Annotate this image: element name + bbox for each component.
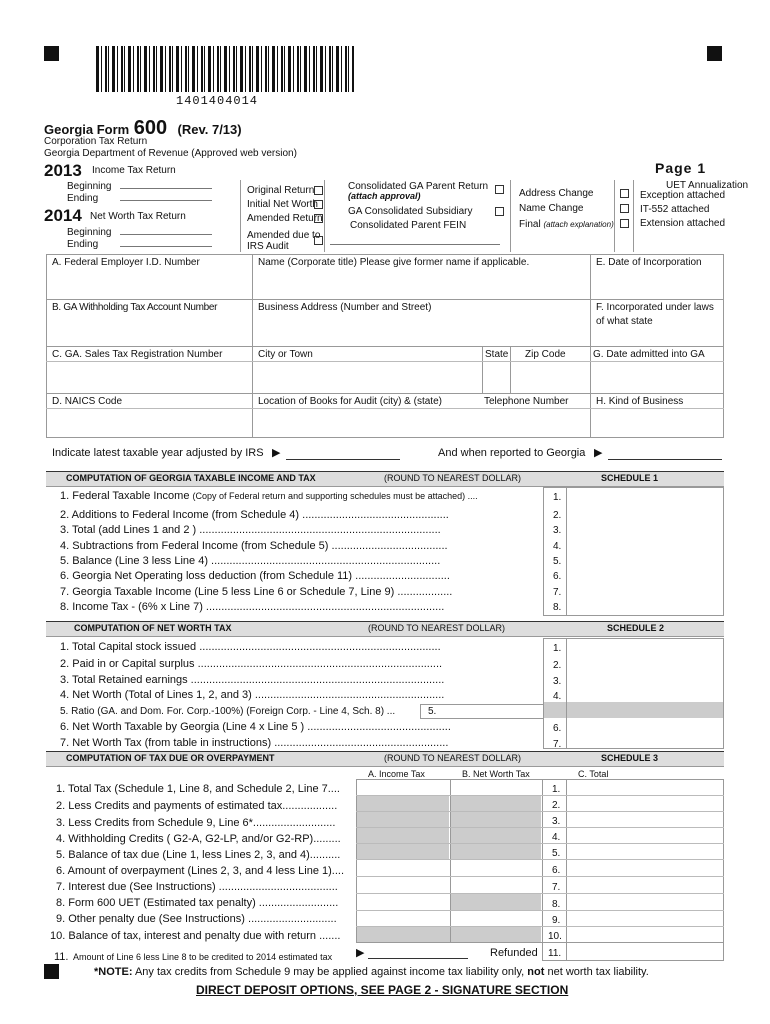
income-beginning-label: Beginning	[67, 181, 112, 192]
subtitle-dept: Georgia Department of Revenue (Approved web version)	[44, 148, 297, 159]
schedule1-title: COMPUTATION OF GEORGIA TAXABLE INCOME AND TAX	[66, 473, 316, 483]
net-beginning-label: Beginning	[67, 227, 112, 238]
irs-adjusted-field[interactable]	[286, 459, 400, 460]
consolidated-parent-fein-field[interactable]	[330, 244, 500, 245]
business-address-label: Business Address (Number and Street)	[258, 302, 432, 313]
barcode	[96, 46, 354, 92]
final-checkbox[interactable]	[620, 219, 629, 228]
consolidated-parent-fein-label: Consolidated Parent FEIN	[350, 220, 467, 231]
form-number: 600	[133, 117, 168, 139]
schedule3-round: (ROUND TO NEAREST DOLLAR)	[384, 753, 522, 763]
s3-col-divider	[542, 779, 543, 961]
grid-col-line	[482, 346, 483, 393]
col-income-tax-label: A. Income Tax	[368, 769, 425, 779]
s3-box-2: 2.	[552, 800, 561, 811]
address-change-label: Address Change	[519, 188, 594, 199]
note-not: not	[527, 966, 545, 978]
s3-line-3: 3. Less Credits from Schedule 9, Line 6*...........................	[56, 817, 336, 829]
s1-line-7: 7. Georgia Taxable Income (Line 5 less Line 6 or Schedule 7, Line 9) ..................	[60, 586, 453, 598]
withholding-label: B. GA Withholding Tax Account Number	[52, 302, 218, 313]
net-worth-label: Net Worth Tax Return	[90, 211, 186, 222]
s2-box-7: 7.	[553, 739, 562, 750]
fein-label: A. Federal Employer I.D. Number	[52, 257, 200, 268]
net-worth-year: 2014	[44, 206, 82, 225]
s1-line-6: 6. Georgia Net Operating loss deduction (from Schedule 11) ...............................	[60, 570, 450, 582]
s1-amount-input[interactable]	[568, 488, 722, 615]
sales-tax-label: C. GA. Sales Tax Registration Number	[52, 349, 223, 360]
original-return-label: Original Return	[247, 185, 315, 196]
s3-box-8: 8.	[552, 899, 561, 910]
grid-row-line	[46, 299, 724, 300]
s1-line-3: 3. Total (add Lines 1 and 2 ) ...............................................................................	[60, 524, 441, 536]
name-change-label: Name Change	[519, 203, 584, 214]
s2-box-3: 3.	[553, 676, 562, 687]
consolidated-parent-label: Consolidated GA Parent Return	[348, 181, 489, 192]
income-beginning-field[interactable]	[120, 188, 212, 189]
incorporated-laws-label: F. Incorporated under laws	[596, 302, 714, 313]
separator	[510, 180, 511, 252]
it552-label: IT-552 attached	[640, 204, 710, 215]
amended-irs-audit-checkbox[interactable]	[314, 236, 323, 245]
withholding-input[interactable]	[48, 316, 250, 344]
registration-mark-top-left	[44, 46, 59, 61]
note-text: Any tax credits from Schedule 9 may be applied against income tax liability only,	[134, 966, 525, 978]
naics-label: D. NAICS Code	[52, 396, 123, 407]
city-input[interactable]	[254, 363, 480, 391]
income-year: 2013	[44, 161, 82, 180]
s2-box-6: 6.	[553, 723, 562, 734]
s1-box-1: 1.	[553, 492, 562, 503]
corporate-name-label: Name (Corporate title) Please give former name if applicable.	[258, 257, 530, 268]
amended-return-checkbox[interactable]	[314, 214, 323, 223]
grid-row-line	[46, 393, 724, 394]
s3-line-2: 2. Less Credits and payments of estimated tax..................	[56, 800, 338, 812]
s2-line-7: 7. Net Worth Tax (from table in instructions) .........................................................	[60, 737, 449, 749]
kind-of-business-label: H. Kind of Business	[596, 396, 684, 407]
telephone-label: Telephone Number	[484, 396, 569, 407]
s1-line-4: 4. Subtractions from Federal Income (from Schedule 5) ......................................	[60, 540, 448, 552]
naics-input[interactable]	[48, 410, 250, 436]
separator	[240, 180, 241, 252]
corporate-name-input[interactable]	[254, 270, 588, 298]
fein-input[interactable]	[48, 270, 250, 298]
s3-box-7: 7.	[552, 882, 561, 893]
s3-line-9: 9. Other penalty due (See Instructions) .............................	[56, 913, 337, 925]
s1-line-2: 2. Additions to Federal Income (from Schedule 4) ................................................	[60, 509, 449, 521]
grid-row-line	[46, 346, 724, 347]
s3-line-11	[54, 947, 332, 965]
books-location-label: Location of Books for Audit (city) & (state)	[258, 396, 442, 407]
col-net-worth-tax-label: B. Net Worth Tax	[462, 769, 530, 779]
separator	[324, 180, 325, 252]
schedule2-title: COMPUTATION OF NET WORTH TAX	[74, 623, 232, 633]
exception-attached-label: Exception attached	[640, 190, 726, 201]
schedule1-round: (ROUND TO NEAREST DOLLAR)	[384, 473, 522, 483]
kind-of-business-input[interactable]	[592, 410, 722, 436]
reported-georgia-field[interactable]	[608, 459, 722, 460]
s3-shaded-b-2-4	[451, 796, 541, 860]
net-beginning-field[interactable]	[120, 234, 212, 235]
registration-mark-top-right	[707, 46, 722, 61]
s2-ratio-number: 5.	[428, 706, 437, 717]
note-end: net worth tax liability.	[547, 966, 649, 978]
s1-line-1: 1. Federal Taxable Income (Copy of Federal return and supporting schedules must be attached) ....	[60, 490, 478, 502]
initial-net-worth-label: Initial Net Worth	[247, 199, 318, 210]
s3-line-5: 5. Balance of tax due (Line 1, less Lines 2, 3, and 4)..........	[56, 849, 341, 861]
schedule2-label: SCHEDULE 2	[607, 623, 665, 633]
s2-box-2: 2.	[553, 660, 562, 671]
zip-label: Zip Code	[525, 349, 566, 360]
direct-deposit-link[interactable]: DIRECT DEPOSIT OPTIONS, SEE PAGE 2 - SIGNATURE SECTION	[196, 983, 569, 997]
net-ending-label: Ending	[67, 239, 99, 250]
grid-inner-line	[46, 408, 724, 409]
state-label: State	[485, 349, 509, 360]
uet-annualization-label: UET Annualization	[666, 180, 749, 191]
irs-adjusted-label: Indicate latest taxable year adjusted by IRS	[52, 447, 264, 459]
s3-box-3: 3.	[552, 816, 561, 827]
books-location-input[interactable]	[254, 410, 588, 436]
consolidated-parent-checkbox[interactable]	[495, 185, 504, 194]
final-label	[519, 219, 614, 230]
s2-line-3: 3. Total Retained earnings ...................................................................................	[60, 674, 445, 686]
incorporation-date-input[interactable]	[592, 270, 722, 298]
note-prefix: *NOTE:	[94, 966, 133, 978]
s1-number-divider	[566, 487, 567, 616]
refunded-label: Refunded	[490, 947, 538, 959]
s3-box-4: 4.	[552, 832, 561, 843]
irs-audit-label: IRS Audit	[247, 241, 289, 252]
subtitle-corp-return: Corporation Tax Return	[44, 136, 148, 147]
initial-net-worth-checkbox[interactable]	[314, 200, 323, 209]
s3-line-11-text: Amount of Line 6 less Line 8 to be credited to 2014 estimated tax	[72, 952, 333, 962]
s2-line-5: 5. Ratio (GA. and Dom. For. Corp.-100%) (Foreign Corp. - Line 4, Sch. 8) ...	[60, 706, 396, 717]
s3-box-10: 10.	[548, 931, 562, 942]
barcode-number: 1401404014	[176, 94, 259, 108]
consolidated-subsidiary-label: GA Consolidated Subsidiary	[348, 206, 473, 217]
separator	[633, 180, 634, 252]
schedule2-round: (ROUND TO NEAREST DOLLAR)	[368, 623, 506, 633]
s2-amount-input[interactable]	[568, 639, 722, 701]
s3-line-1: 1. Total Tax (Schedule 1, Line 8, and Schedule 2, Line 7....	[56, 783, 340, 795]
incorporation-date-label: E. Date of Incorporation	[596, 257, 702, 268]
city-label: City or Town	[258, 349, 313, 360]
grid-inner-line	[590, 361, 724, 362]
s3-shaded-b-8	[451, 894, 541, 910]
s3-line-6: 6. Amount of overpayment (Lines 2, 3, and 4 less Line 1)....	[56, 865, 345, 877]
grid-inner-line	[252, 361, 590, 362]
col-total-label: C. Total	[578, 769, 609, 779]
s1-box-4: 4.	[553, 541, 562, 552]
s1-box-3: 3.	[553, 525, 562, 536]
attach-approval-note: (attach approval)	[348, 191, 421, 201]
attach-explanation-note: (attach explanation)	[543, 220, 614, 229]
s3-col-divider	[566, 779, 567, 961]
s1-line-8: 8. Income Tax - (6% x Line 7) ..............................................................................	[60, 601, 445, 613]
s1-box-6: 6.	[553, 571, 562, 582]
grid-col-line	[590, 254, 591, 438]
s3-line11-estimated-field[interactable]	[368, 958, 468, 959]
schedule1-label: SCHEDULE 1	[601, 473, 659, 483]
s3-box-1: 1.	[552, 784, 561, 795]
s2-line5-shaded	[544, 702, 723, 718]
s2-line-2: 2. Paid in or Capital surplus ................................................................................	[60, 658, 443, 670]
grid-col-line	[510, 346, 511, 393]
reported-georgia-label: And when reported to Georgia	[438, 447, 586, 459]
arrow-right-icon: ▶	[594, 447, 603, 459]
s2-ratio-box[interactable]	[420, 704, 544, 719]
income-ending-field[interactable]	[120, 200, 212, 201]
date-admitted-label: G. Date admitted into GA	[593, 349, 705, 360]
s3-shaded-ab-10	[357, 926, 541, 942]
sales-tax-input[interactable]	[48, 363, 250, 391]
s2-number-divider	[566, 638, 567, 749]
s3-box-6: 6.	[552, 865, 561, 876]
final-text: Final	[519, 219, 541, 230]
separator	[614, 180, 615, 252]
s3-shaded-a-2-4	[357, 796, 449, 860]
consolidated-subsidiary-checkbox[interactable]	[495, 207, 504, 216]
date-admitted-input[interactable]	[592, 363, 722, 391]
schedule3-title: COMPUTATION OF TAX DUE OR OVERPAYMENT	[66, 753, 275, 763]
s3-box-5: 5.	[552, 848, 561, 859]
amended-return-label: Amended Return	[247, 213, 323, 224]
page-number: Page 1	[655, 160, 707, 176]
original-return-checkbox[interactable]	[314, 186, 323, 195]
form-name: Georgia Form	[44, 122, 130, 137]
s2-line-4: 4. Net Worth (Total of Lines 1, 2, and 3) ..............................................................	[60, 689, 445, 701]
grid-col-line	[252, 254, 253, 438]
of-what-state-label: of what state	[596, 316, 653, 327]
s3-line-7: 7. Interest due (See Instructions) .......................................	[56, 881, 338, 893]
net-ending-field[interactable]	[120, 246, 212, 247]
amended-due-to-label: Amended due to	[247, 230, 321, 241]
registration-mark-bottom-left	[44, 964, 59, 979]
s2-box-4: 4.	[553, 691, 562, 702]
s1-box-7: 7.	[553, 587, 562, 598]
income-ending-label: Ending	[67, 193, 99, 204]
zip-input[interactable]	[512, 363, 588, 391]
s2-line-6: 6. Net Worth Taxable by Georgia (Line 4 x Line 5 ) ...............................................	[60, 721, 451, 733]
s2-box-1: 1.	[553, 643, 562, 654]
s2-line-1: 1. Total Capital stock issued ...............................................................................	[60, 641, 441, 653]
s1-box-8: 8.	[553, 602, 562, 613]
s1-line-5: 5. Balance (Line 3 less Line 4) ...........................................................................	[60, 555, 441, 567]
s3-line-10: 10. Balance of tax, interest and penalty due with return .......	[50, 930, 341, 942]
s1-box-5: 5.	[553, 556, 562, 567]
tax-credit-note	[94, 966, 649, 978]
s3-col-divider	[450, 779, 451, 943]
business-address-input[interactable]	[254, 316, 588, 344]
s3-line-11-number: 11.	[54, 951, 69, 963]
s3-amount-input[interactable]	[568, 780, 722, 960]
s3-line-4: 4. Withholding Credits ( G2-A, G2-LP, and/or G2-RP).........	[56, 833, 341, 845]
s3-box-9: 9.	[552, 915, 561, 926]
arrow-right-icon: ▶	[356, 947, 365, 959]
schedule3-label: SCHEDULE 3	[601, 753, 659, 763]
arrow-right-icon: ▶	[272, 447, 281, 459]
grid-inner-line	[46, 361, 252, 362]
s3-line-8: 8. Form 600 UET (Estimated tax penalty) ..........................	[56, 897, 339, 909]
s3-box-11: 11.	[548, 948, 562, 959]
form-revision: (Rev. 7/13)	[177, 122, 242, 137]
extension-label: Extension attached	[640, 218, 726, 229]
state-input[interactable]	[484, 363, 508, 391]
s1-box-2: 2.	[553, 510, 562, 521]
income-label: Income Tax Return	[92, 165, 176, 176]
name-change-checkbox[interactable]	[620, 204, 629, 213]
